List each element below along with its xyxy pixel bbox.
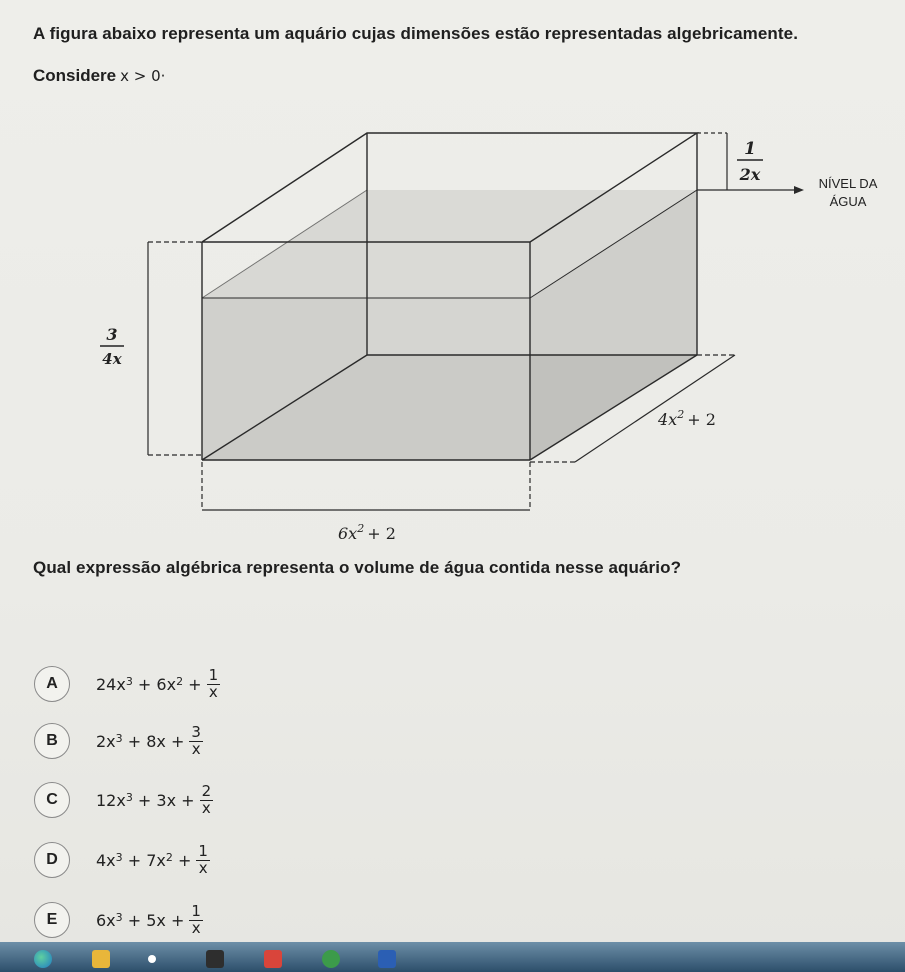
option-letter[interactable]: C [34, 782, 70, 818]
option-letter[interactable]: E [34, 902, 70, 938]
store-icon[interactable] [206, 950, 224, 968]
top-frac-num: 1 [744, 139, 756, 159]
word-icon[interactable] [378, 950, 396, 968]
option-expression: 12x $^3$ + 3x + $\frac{2}{x}$ [96, 781, 212, 817]
water-label-line2: ÁGUA [829, 194, 867, 209]
question-intro: A figura abaixo representa um aquário cujas dimensões estão representadas algebricamente. [33, 24, 799, 43]
consider-label: Considere [33, 66, 117, 85]
option-expression: 24x $^3$ + 6x $^2$ + $\frac{1}{x}$ [96, 665, 219, 701]
height-frac-num: 3 [106, 325, 118, 344]
edge-icon[interactable] [34, 950, 52, 968]
option-letter[interactable]: A [34, 666, 70, 702]
height-frac-den: 4x [102, 350, 122, 368]
option-d[interactable] [34, 840, 210, 880]
app-icon[interactable] [264, 950, 282, 968]
option-c[interactable] [34, 780, 213, 820]
option-expression: 6x $^3$ + 5x + $\frac{1}{x}$ [96, 901, 201, 937]
option-expression: 2x $^3$ + 8x + $\frac{3}{x}$ [96, 722, 201, 758]
water-front-face [202, 298, 530, 460]
depth-label: $4x^2 + 2$ [658, 408, 716, 429]
water-label-line1: NÍVEL DA [818, 176, 878, 191]
consider-math: x > 0· [120, 67, 166, 85]
option-letter[interactable]: D [34, 842, 70, 878]
water-level-arrow-head [794, 186, 804, 194]
option-expression: 4x $^3$ + 7x $^2$ + $\frac{1}{x}$ [96, 841, 208, 877]
app-icon[interactable] [148, 955, 156, 963]
option-a[interactable] [34, 664, 220, 704]
width-label: $6x^2 + 2$ [338, 522, 396, 543]
option-letter[interactable]: B [34, 723, 70, 759]
file-explorer-icon[interactable] [92, 950, 110, 968]
question-prompt: Qual expressão algébrica representa o volume de água contida nesse aquário? [33, 558, 682, 577]
taskbar [0, 942, 905, 972]
app-icon[interactable] [322, 950, 340, 968]
option-b[interactable] [34, 721, 203, 761]
top-fraction [737, 139, 763, 184]
height-fraction [100, 325, 124, 368]
option-e[interactable] [34, 900, 203, 940]
top-frac-den: 2x [739, 165, 761, 184]
